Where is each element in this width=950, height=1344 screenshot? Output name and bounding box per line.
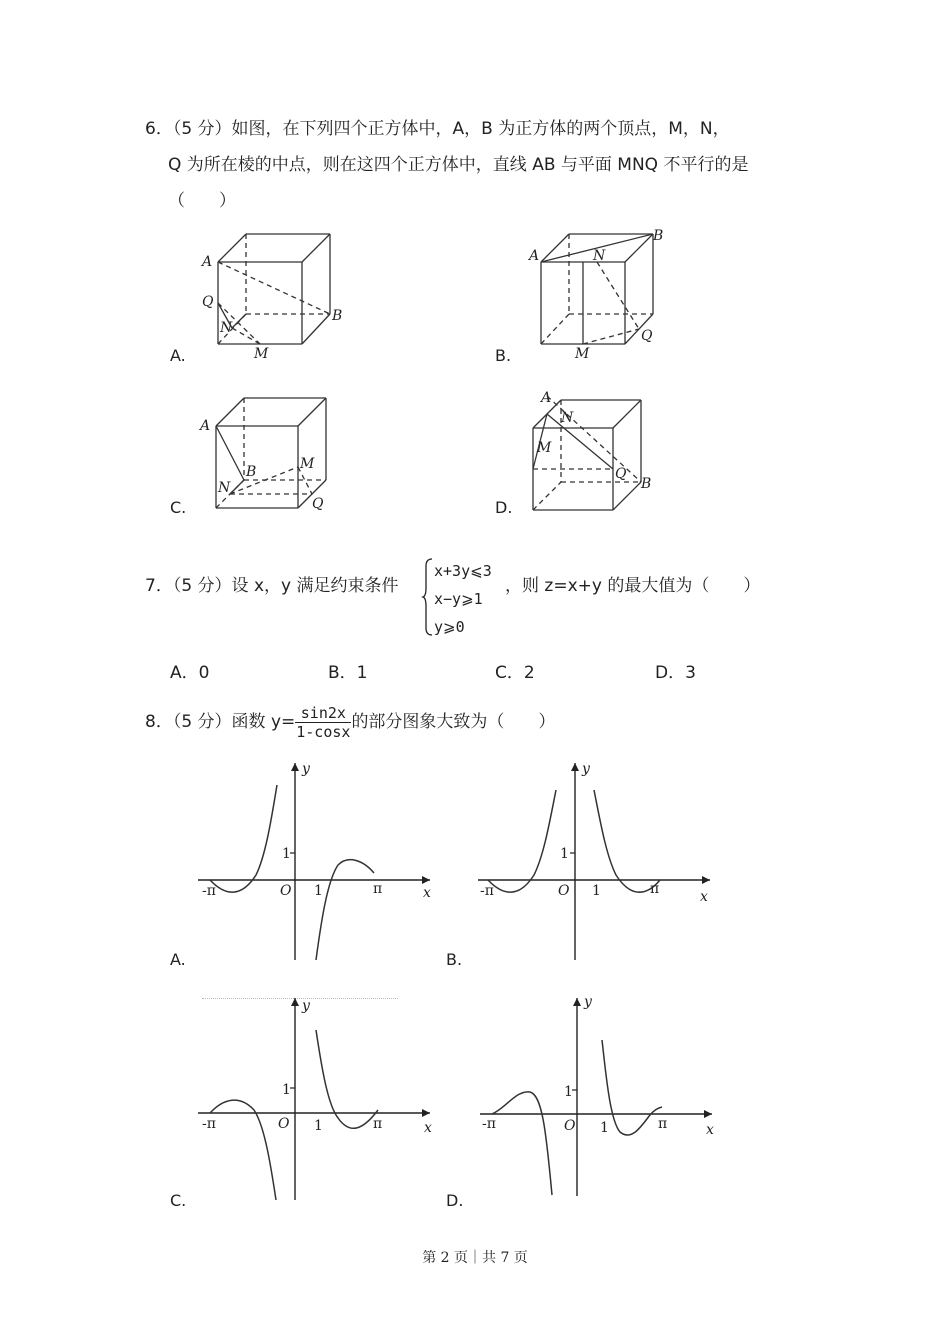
q7-prefix: 7．（5 分）设 x，y 满足约束条件: [145, 576, 399, 596]
q7-choice-c[interactable]: C．2: [495, 663, 535, 683]
q6-option-c[interactable]: C.: [170, 498, 187, 517]
cube-c-label-a: A: [200, 418, 211, 434]
cube-d-label-b: B: [641, 476, 652, 492]
graph-a-one-y: 1: [282, 846, 291, 862]
cube-c-label-b: B: [246, 464, 257, 480]
graph-b-y-label: y: [582, 761, 590, 777]
cube-c-figure: [190, 392, 360, 522]
q6-option-d[interactable]: D.: [495, 498, 513, 517]
cube-d-label-m: M: [537, 440, 552, 456]
q7-suffix: ，则 z=x+y 的最大值为（ ）: [505, 576, 761, 596]
graph-d-one-y: 1: [564, 1084, 573, 1100]
q8-fraction-denominator: 1-cosx: [296, 722, 351, 741]
q6-line3: （ ）: [168, 191, 236, 211]
graph-b-origin: O: [558, 883, 570, 899]
cube-b-label-b: B: [653, 228, 664, 244]
graph-a-origin: O: [280, 883, 292, 899]
graph-b: [478, 755, 718, 965]
graph-d-x-label: x: [706, 1122, 714, 1138]
graph-c-neg-pi: -π: [202, 1116, 216, 1132]
graph-a-neg-pi: -π: [202, 883, 216, 899]
q8-fraction: [295, 704, 351, 741]
q8-option-d[interactable]: D.: [446, 1191, 464, 1210]
q7-choice-a[interactable]: A．0: [170, 663, 210, 683]
q7-constraint-1: x+3y⩽3: [434, 562, 492, 580]
graph-b-neg-pi: -π: [480, 883, 494, 899]
q6-option-a[interactable]: A.: [170, 346, 186, 365]
graph-d-pi: π: [658, 1116, 668, 1132]
q8-fraction-numerator: sin2x: [295, 704, 351, 723]
graph-d-neg-pi: -π: [482, 1116, 496, 1132]
q8-option-a[interactable]: A.: [170, 950, 186, 969]
graph-a-y-label: y: [302, 761, 310, 777]
q7-constraint-3: y⩾0: [434, 618, 465, 636]
graph-d-y-label: y: [584, 994, 592, 1010]
graph-d: [478, 990, 718, 1205]
graph-d-origin: O: [564, 1118, 576, 1134]
graph-a-pi: π: [373, 881, 383, 897]
graph-c-one-x: 1: [314, 1118, 323, 1134]
graph-d-one-x: 1: [600, 1120, 609, 1136]
cube-a-label-m: M: [254, 346, 269, 362]
graph-c-origin: O: [278, 1116, 290, 1132]
cube-c-label-q: Q: [312, 496, 324, 512]
cube-b-label-m: M: [575, 346, 590, 362]
graph-b-pi: π: [650, 881, 660, 897]
cube-c-label-n: N: [218, 480, 231, 496]
q8-stem: [145, 700, 555, 744]
q7-constraint-2: x−y⩾1: [434, 590, 483, 608]
q8-suffix: 的部分图象大致为（ ）: [351, 711, 556, 732]
graph-c-y-label: y: [302, 998, 310, 1014]
graph-c-one-y: 1: [282, 1082, 291, 1098]
cube-d-figure: [525, 388, 695, 518]
page-footer: 第 2 页｜共 7 页: [422, 1250, 528, 1266]
graph-a-one-x: 1: [314, 883, 323, 899]
graph-c-pi: π: [373, 1116, 383, 1132]
q6-line2: Q 为所在棱的中点，则在这四个正方体中，直线 AB 与平面 MNQ 不平行的是: [168, 155, 749, 175]
cube-a-label-b: B: [332, 308, 343, 324]
graph-a: [198, 755, 438, 965]
graph-b-one-x: 1: [592, 883, 601, 899]
graph-c: [198, 990, 438, 1205]
q7-brace: [422, 558, 434, 636]
cube-d-label-a: A: [541, 390, 552, 406]
cube-c-label-m: M: [300, 456, 315, 472]
q7-choice-d[interactable]: D．3: [655, 663, 696, 683]
q8-option-b[interactable]: B.: [446, 950, 463, 969]
cube-a-figure: [190, 228, 360, 368]
cube-b-label-n: N: [593, 248, 606, 264]
cube-a-label-q: Q: [202, 294, 214, 310]
graph-c-x-label: x: [424, 1120, 432, 1136]
cube-a-label-n: N: [220, 320, 233, 336]
cube-b-figure: [525, 228, 695, 368]
cube-a-label-a: A: [202, 254, 213, 270]
cube-b-label-a: A: [529, 248, 540, 264]
graph-a-x-label: x: [423, 885, 431, 901]
graph-b-x-label: x: [700, 889, 708, 905]
q7-choice-b[interactable]: B．1: [328, 663, 368, 683]
q8-prefix: 8．（5 分）函数 y=: [145, 711, 296, 732]
cube-b-label-q: Q: [641, 328, 653, 344]
graph-b-one-y: 1: [560, 846, 569, 862]
q6-option-b[interactable]: B.: [495, 346, 512, 365]
q6-line1: 6．（5 分）如图，在下列四个正方体中，A，B 为正方体的两个顶点，M，N，: [145, 119, 730, 139]
cube-d-label-q: Q: [615, 466, 627, 482]
q8-option-c[interactable]: C.: [170, 1191, 187, 1210]
cube-d-label-n: N: [561, 410, 574, 426]
